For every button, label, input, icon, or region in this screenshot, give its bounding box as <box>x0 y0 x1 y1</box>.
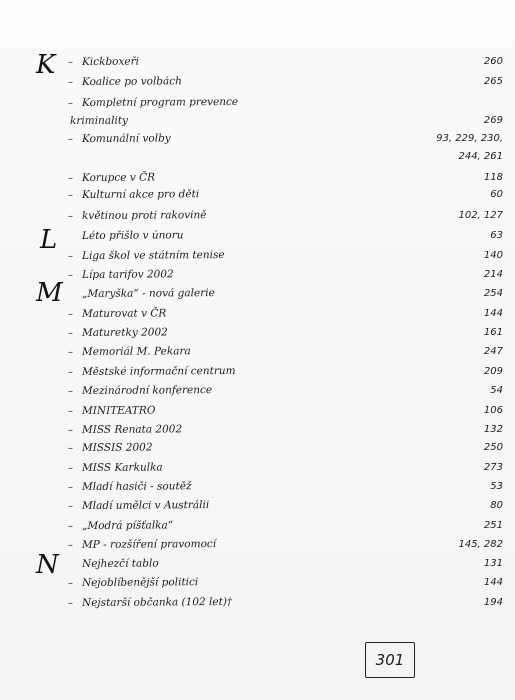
entry-dash: – <box>68 134 73 145</box>
index-entry <box>0 480 515 500</box>
entry-dash: – <box>68 386 73 397</box>
section-letter-n: N <box>36 550 59 580</box>
index-entry <box>0 326 515 346</box>
entry-page-number: 250 <box>483 442 503 453</box>
entry-title: Liga škol ve státním tenise <box>81 249 225 262</box>
entry-dash: – <box>68 463 73 474</box>
entry-title: Mladí hasiči - soutěž <box>81 480 192 493</box>
index-entry <box>0 229 515 249</box>
entry-page-number: 194 <box>483 597 503 608</box>
index-entry <box>0 557 515 577</box>
entry-title: Komunální volby <box>81 132 171 145</box>
index-entry <box>0 209 515 229</box>
entry-title: Lípa tarifov 2002 <box>81 268 174 281</box>
entry-title: kriminality <box>69 114 128 127</box>
index-entry <box>0 307 515 327</box>
index-entry <box>0 287 515 307</box>
entry-title: Koalice po volbách <box>81 75 182 88</box>
index-entry <box>0 519 515 539</box>
entry-title: MISS Renata 2002 <box>81 423 183 436</box>
index-entry <box>0 75 515 95</box>
entry-page-number: 273 <box>483 462 503 473</box>
index-entry <box>0 268 515 288</box>
entry-page-number: 102, 127 <box>458 210 503 221</box>
entry-page-number: 131 <box>483 558 503 569</box>
entry-title: Léto přišlo v únoru <box>81 229 184 242</box>
entry-page-number: 144 <box>483 577 503 588</box>
entry-dash: – <box>68 443 73 454</box>
section-letter-m: M <box>36 278 63 308</box>
entry-dash: – <box>68 57 73 68</box>
entry-dash: – <box>68 270 73 281</box>
entry-dash: – <box>68 77 73 88</box>
index-entry <box>0 132 515 152</box>
entry-dash: – <box>68 190 73 201</box>
index-entry <box>0 345 515 365</box>
index-entry <box>0 461 515 481</box>
entry-page-number: 254 <box>483 288 503 299</box>
entry-page-number: 118 <box>483 172 503 183</box>
entry-title: „Modrá píšťalka“ <box>81 519 174 532</box>
entry-page-number: 53 <box>490 481 503 492</box>
entry-dash: – <box>68 521 73 532</box>
entry-page-number: 247 <box>483 346 503 357</box>
entry-dash: – <box>68 328 73 339</box>
page-number: 301 <box>375 651 405 669</box>
entry-page-number: 140 <box>483 250 503 261</box>
index-entry <box>0 576 515 596</box>
entry-dash: – <box>68 347 73 358</box>
index-entry <box>0 96 515 116</box>
index-entry <box>0 249 515 269</box>
entry-title: Maturetky 2002 <box>81 326 168 339</box>
entry-title: MINITEATRO <box>81 404 156 417</box>
entry-page-number: 54 <box>490 385 503 396</box>
entry-dash: – <box>68 578 73 589</box>
index-entry <box>0 55 515 75</box>
entry-title: květinou proti rakovině <box>81 209 207 222</box>
entry-page-number: 106 <box>483 405 503 416</box>
entry-title: Nejhezčí tablo <box>81 557 159 570</box>
entry-page-number: 93, 229, 230, <box>436 133 503 144</box>
entry-dash: – <box>68 98 73 109</box>
entry-title: Kompletní program prevence <box>81 95 239 109</box>
index-entry <box>0 538 515 558</box>
entry-page-number: 251 <box>483 520 503 531</box>
entry-page-number: 63 <box>490 230 503 241</box>
entry-title: Městské informační centrum <box>81 364 236 378</box>
index-entry <box>0 365 515 385</box>
entry-dash: – <box>68 211 73 222</box>
section-letter-k: K <box>36 50 56 80</box>
entry-dash: – <box>68 367 73 378</box>
entry-dash: – <box>68 309 73 320</box>
entry-title: Nejstarší občanka (102 let)† <box>81 595 233 609</box>
page-number-box <box>365 642 415 678</box>
index-entry <box>0 404 515 424</box>
entry-dash: – <box>68 406 73 417</box>
entry-dash: – <box>68 425 73 436</box>
entry-title: Kickboxeři <box>81 55 140 68</box>
entry-page-number: 214 <box>483 269 503 280</box>
entry-page-number: 244, 261 <box>458 151 503 162</box>
entry-dash: – <box>68 173 73 184</box>
entry-title: Nejoblíbenější politici <box>81 576 199 589</box>
entry-title: Mezinárodní konference <box>81 384 213 397</box>
entry-page-number: 144 <box>483 308 503 319</box>
index-entry <box>0 441 515 461</box>
entry-dash: – <box>68 501 73 512</box>
entry-page-number: 265 <box>483 76 503 87</box>
entry-page-number: 209 <box>483 366 503 377</box>
index-entry <box>0 150 515 170</box>
entry-title: Kulturní akce pro děti <box>81 188 200 201</box>
index-entry <box>0 188 515 208</box>
index-entry <box>0 596 515 616</box>
entry-page-number: 161 <box>483 327 503 338</box>
entry-title: Mladí umělci v Austrálii <box>81 499 210 512</box>
entry-page-number: 260 <box>483 56 503 67</box>
entry-title: Maturovat v ČR <box>81 307 167 320</box>
entry-title: Memoriál M. Pekara <box>81 345 191 358</box>
entry-dash: – <box>68 251 73 262</box>
entry-page-number: 269 <box>483 115 503 126</box>
entry-page-number: 132 <box>483 424 503 435</box>
index-entry <box>0 499 515 519</box>
entry-title: „Maryška“ - nová galerie <box>81 287 215 300</box>
entry-title: MISS Karkulka <box>81 461 163 474</box>
entry-dash: – <box>68 482 73 493</box>
entry-dash: – <box>68 540 73 551</box>
entry-page-number: 80 <box>490 500 503 511</box>
entry-page-number: 145, 282 <box>458 539 503 550</box>
entry-title: MP - rozšíření pravomocí <box>81 538 217 551</box>
entry-title: Korupce v ČR <box>81 171 156 184</box>
entry-page-number: 60 <box>490 189 503 200</box>
index-entry <box>0 423 515 443</box>
index-entry <box>0 384 515 404</box>
section-letter-l: L <box>40 225 58 255</box>
entry-title: MISSIS 2002 <box>81 441 153 454</box>
entry-dash: – <box>68 598 73 609</box>
index-entry <box>0 114 515 134</box>
